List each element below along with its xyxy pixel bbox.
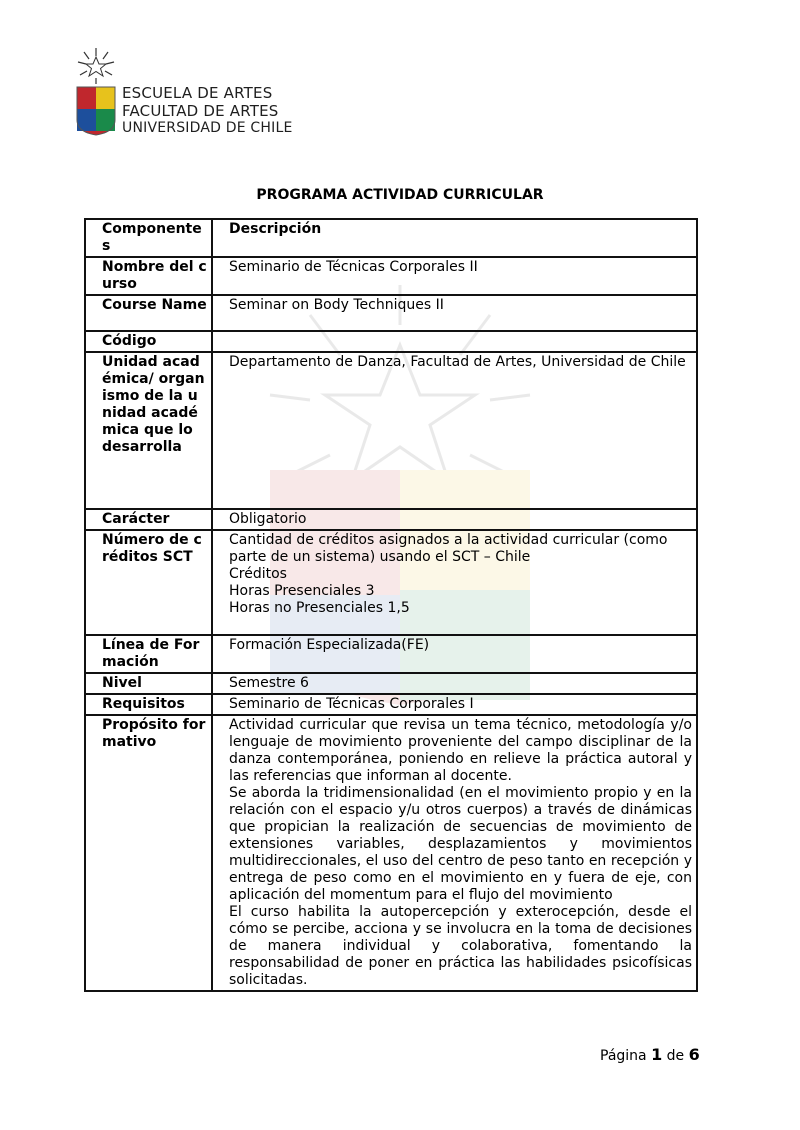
row-codigo (85, 331, 697, 352)
value-proposito (212, 715, 697, 991)
creditos-line: Cantidad de créditos asignados a la actividad curricular (como parte de un sistema) usando el SCT – Chile (229, 532, 668, 565)
row-nombre (85, 257, 697, 295)
label-linea: Línea de Formación (85, 635, 212, 673)
value-unidad: Departamento de Danza, Facultad de Artes, Universidad de Chile (212, 352, 697, 509)
label-requisitos: Requisitos (85, 694, 212, 715)
value-nivel: Semestre 6 (212, 673, 697, 694)
label-caracter: Carácter (85, 509, 212, 530)
row-linea (85, 635, 697, 673)
proposito-paragraph: Se aborda la tridimensionalidad (en el movimiento propio y en la relación con el espacio y/u otros cuerpos) a través de dinámicas que propician la realización de secuencias de movimiento de extensiones variables, desplazamientos y movimientos multidireccionales, el uso del centro de peso tanto en recepción y entrega de peso como en el movimiento en y fuera de eje, con aplicación del momentum para el flujo del movimiento (229, 785, 692, 903)
curricular-table (84, 218, 698, 992)
value-caracter: Obligatorio (212, 509, 697, 530)
header-components: Componentes (85, 219, 212, 257)
page-label: Página (600, 1048, 647, 1064)
page-total: 6 (688, 1045, 700, 1064)
header-description: Descripción (212, 219, 697, 257)
value-codigo (212, 331, 697, 352)
logo-line-1: ESCUELA DE ARTES (122, 84, 273, 102)
label-nivel: Nivel (85, 673, 212, 694)
value-creditos (212, 530, 697, 635)
label-creditos: Número de créditos SCT (85, 530, 212, 635)
value-linea: Formación Especializada(FE) (212, 635, 697, 673)
page-of: de (666, 1048, 685, 1064)
row-course (85, 295, 697, 331)
proposito-paragraph: Actividad curricular que revisa un tema técnico, metodología y/o lenguaje de movimiento proveniente del campo disciplinar de la danza contemporánea, poniendo en relieve la práctica autoral y las referencias que informan al docente. (229, 717, 692, 784)
label-codigo: Código (85, 331, 212, 352)
page-current: 1 (651, 1045, 663, 1064)
table-header-row (85, 219, 697, 257)
proposito-paragraph: El curso habilita la autopercepción y exterocepción, desde el cómo se percibe, acciona y se involucra en la toma de decisiones de manera individual y colaborativa, fomentando la responsabilidad de poner en práctica las habilidades psicofísicas solicitadas. (229, 904, 692, 988)
document-title: PROGRAMA ACTIVIDAD CURRICULAR (256, 187, 544, 203)
logo-line-3: UNIVERSIDAD DE CHILE (122, 120, 293, 136)
row-creditos (85, 530, 697, 635)
creditos-line: Créditos (229, 566, 287, 582)
label-course: Course Name (85, 295, 212, 331)
page-number (600, 1045, 700, 1064)
row-caracter (85, 509, 697, 530)
sun-star-icon (76, 48, 116, 84)
creditos-line: Horas no Presenciales 1,5 (229, 600, 410, 616)
value-requisitos: Seminario de Técnicas Corporales I (212, 694, 697, 715)
institution-logo (76, 48, 293, 138)
shield-icon (76, 86, 116, 136)
row-requisitos (85, 694, 697, 715)
label-proposito: Propósito formativo (85, 715, 212, 991)
row-proposito (85, 715, 697, 991)
row-nivel (85, 673, 697, 694)
logo-line-2: FACULTAD DE ARTES (122, 101, 279, 120)
logo-text (122, 85, 293, 138)
value-nombre: Seminario de Técnicas Corporales II (212, 257, 697, 295)
creditos-line: Horas Presenciales 3 (229, 583, 375, 599)
label-unidad: Unidad académica/ organismo de la unidad académica que lo desarrolla (85, 352, 212, 509)
label-nombre: Nombre del curso (85, 257, 212, 295)
value-course: Seminar on Body Techniques II (212, 295, 697, 331)
row-unidad (85, 352, 697, 509)
